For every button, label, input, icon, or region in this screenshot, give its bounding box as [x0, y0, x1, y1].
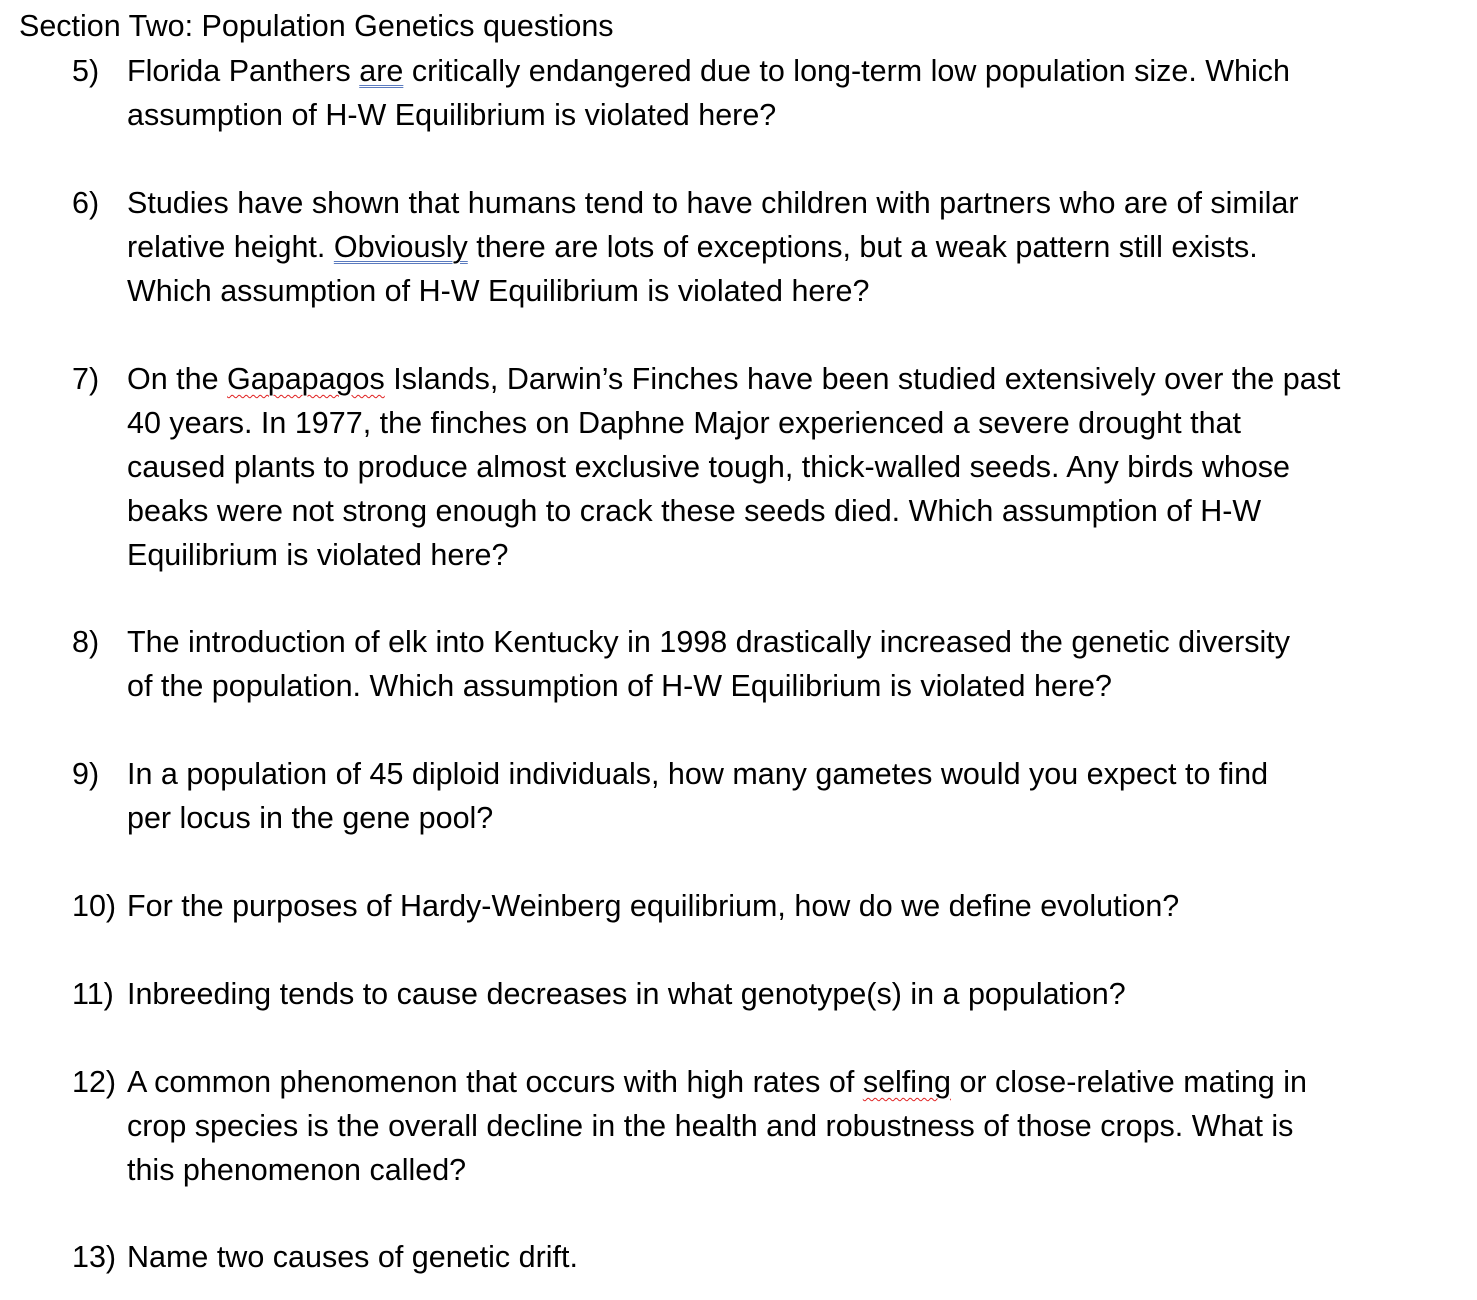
section-title: Section Two: Population Genetics questions [19, 9, 614, 43]
question-line: this phenomenon called? [127, 1153, 467, 1187]
question-number: 8) [72, 625, 100, 659]
question-item [72, 357, 1452, 577]
text-run: or close-relative mating in [950, 1065, 1307, 1099]
question-line: Name two causes of genetic drift. [127, 1240, 578, 1274]
question-item [72, 181, 1452, 313]
question-text [127, 181, 1447, 313]
question-line: per locus in the gene pool? [127, 801, 494, 835]
question-text [127, 752, 1447, 840]
text-run: relative height. [127, 230, 334, 264]
text-run: critically endangered due to long-term low population size. Which [403, 54, 1291, 88]
question-line: In a population of 45 diploid individuals, how many gametes would you expect to find [127, 757, 1269, 791]
question-number: 12) [72, 1065, 117, 1099]
question-item [72, 884, 1452, 928]
question-line: of the population. Which assumption of H-W Equilibrium is violated here? [127, 669, 1112, 703]
question-text [127, 972, 1447, 1016]
spelling-flag-word[interactable]: selfing [862, 1065, 951, 1099]
question-number: 7) [72, 362, 100, 396]
question-item [72, 972, 1452, 1016]
question-number: 11) [72, 977, 114, 1011]
question-number: 5) [72, 54, 100, 88]
text-run: Islands, Darwin’s Finches have been studied extensively over the past [384, 362, 1341, 396]
question-line [127, 49, 1447, 93]
text-run: On the [127, 362, 228, 396]
question-line: Equilibrium is violated here? [127, 538, 509, 572]
question-item [72, 752, 1452, 840]
question-text [127, 884, 1447, 928]
text-run: A common phenomenon that occurs with high rates of [127, 1065, 863, 1099]
question-line [127, 357, 1447, 401]
question-number: 13) [72, 1240, 117, 1274]
question-line: Which assumption of H-W Equilibrium is violated here? [127, 274, 870, 308]
question-number: 6) [72, 186, 100, 220]
question-line: Studies have shown that humans tend to have children with partners who are of similar [127, 186, 1299, 220]
spelling-flag-word[interactable]: Gapapagos [227, 362, 385, 396]
question-line: beaks were not strong enough to crack these seeds died. Which assumption of H-W [127, 494, 1262, 528]
question-text [127, 357, 1447, 577]
grammar-flag-word[interactable]: Obviously [333, 230, 468, 264]
grammar-flag-word[interactable]: are [359, 54, 404, 88]
question-line: The introduction of elk into Kentucky in 1998 drastically increased the genetic diversity [127, 625, 1291, 659]
question-line: For the purposes of Hardy-Weinberg equilibrium, how do we define evolution? [127, 889, 1180, 923]
question-number: 10) [72, 889, 117, 923]
question-number: 9) [72, 757, 100, 791]
question-line [127, 225, 1447, 269]
question-line: assumption of H-W Equilibrium is violated here? [127, 98, 777, 132]
question-item [72, 1060, 1452, 1192]
question-text [127, 1060, 1447, 1192]
question-line [127, 1060, 1447, 1104]
question-line: caused plants to produce almost exclusive tough, thick-walled seeds. Any birds whose [127, 450, 1291, 484]
question-item [72, 49, 1452, 137]
question-text [127, 1235, 1447, 1279]
question-line: 40 years. In 1977, the finches on Daphne Major experienced a severe drought that [127, 406, 1241, 440]
question-line: Inbreeding tends to cause decreases in what genotype(s) in a population? [127, 977, 1126, 1011]
question-line: crop species is the overall decline in the health and robustness of those crops. What is [127, 1109, 1294, 1143]
question-text [127, 49, 1447, 137]
text-run: there are lots of exceptions, but a weak pattern still exists. [467, 230, 1258, 264]
question-item [72, 620, 1452, 708]
question-text [127, 620, 1447, 708]
question-item [72, 1235, 1452, 1279]
text-run: Florida Panthers [127, 54, 360, 88]
